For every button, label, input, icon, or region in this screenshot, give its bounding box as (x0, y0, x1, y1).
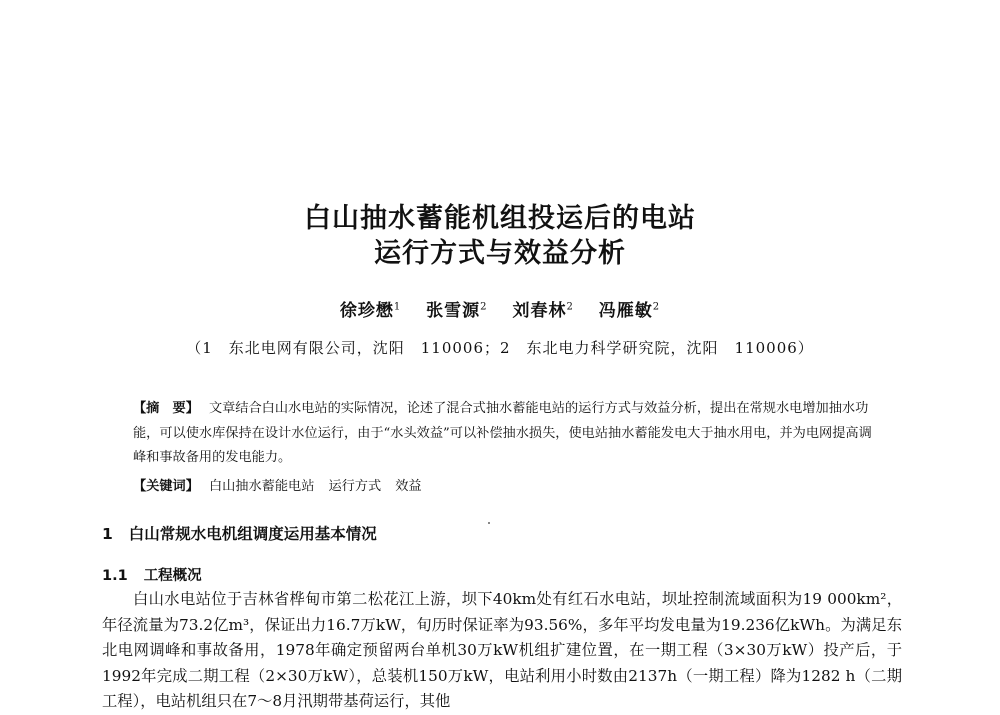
abstract (133, 397, 878, 471)
author: 刘春林$^2$ (512, 301, 574, 321)
keywords (133, 475, 878, 500)
scan-speck (488, 522, 490, 524)
keywords-label: 【关键词】 (133, 479, 199, 494)
affiliation: （1 东北电网有限公司，沈阳 110006；2 东北电力科学研究院，沈阳 110006） (186, 339, 814, 357)
author: 张雪源$^2$ (426, 301, 488, 321)
keyword: 运行方式 (328, 479, 382, 494)
author: 徐珍懋$^1$ (339, 301, 402, 321)
body-paragraph: 白山水电站位于吉林省桦甸市第二松花江上游，坝下40km处有红石水电站，坝址控制流域面积为19 000km²，年径流量为73.2亿m³，保证出力16.7万kW，旬历时保证率为93.56%，多年平均发电量为19.236亿kWh。为满足东北电网调峰和事故备用，1978年确定预留两台单机30万kW机组扩建位置，在一期工程（3×30万kW）投产后，于1992年完成二期工程（2×30万kW），总装机150万kW，电站利用小时数由2137h（一期工程）降为1282 h（二期工程），电站机组只在7～8月汛期带基荷运行，其他 (102, 590, 902, 710)
abstract-text: 文章结合白山水电站的实际情况，论述了混合式抽水蓄能电站的运行方式与效益分析，提出在常规水电增加抽水功能，可以使水库保持在设计水位运行，由于“水头效益”可以补偿抽水损失，使电站抽水蓄能发电大于抽水用电，并为电网提高调峰和事故备用的发电能力。 (133, 401, 872, 465)
paper-title-line-2: 运行方式与效益分析 (374, 238, 626, 269)
subsection-heading: 1.1 工程概况 (102, 568, 202, 584)
section-heading: 1 白山常规水电机组调度运用基本情况 (102, 525, 377, 543)
keyword: 效益 (395, 479, 422, 494)
author-list (0, 296, 1000, 321)
abstract-label: 【摘 要】 (133, 401, 199, 416)
author: 冯雁敏$^2$ (598, 301, 661, 321)
paper-title-line-1: 白山抽水蓄能机组投运后的电站 (304, 203, 696, 234)
keyword: 白山抽水蓄能电站 (208, 479, 315, 494)
